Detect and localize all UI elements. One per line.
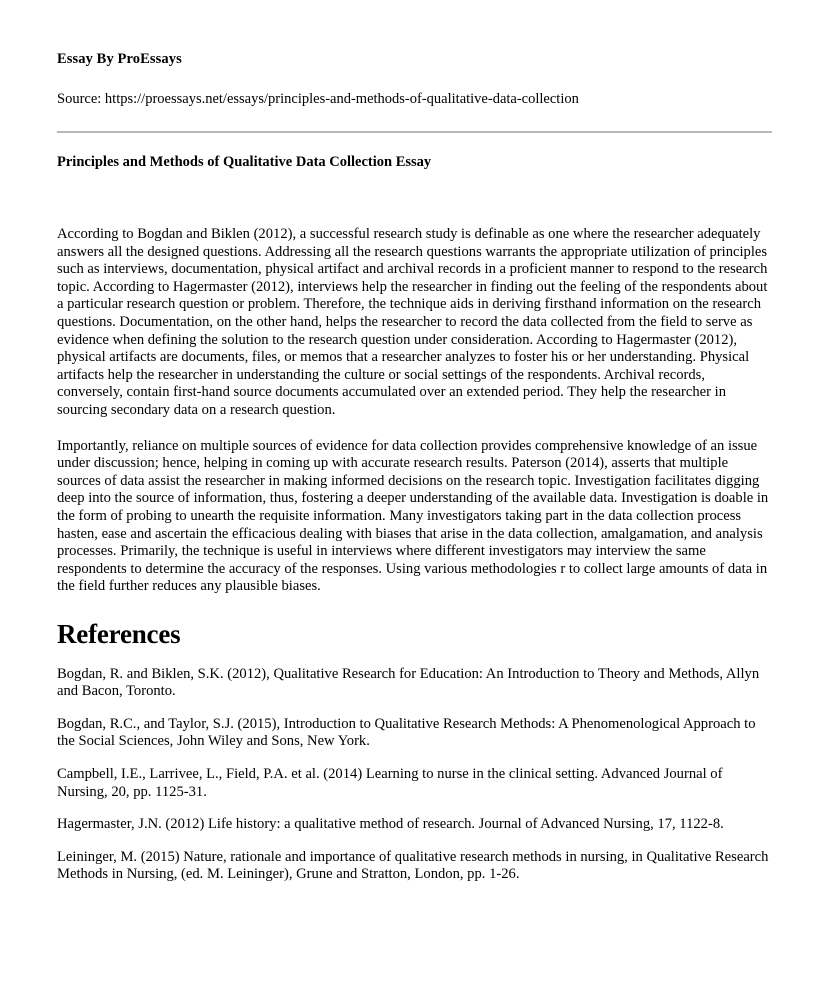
page-title: Principles and Methods of Qualitative Data Collection Essay <box>57 154 432 171</box>
reference-item: Bogdan, R. and Biklen, S.K. (2012), Qualitative Research for Education: An Introduction to Theory and Methods, Allyn and Bacon, Toronto. <box>57 665 760 700</box>
references-heading: References <box>57 618 181 649</box>
document-content <box>57 50 770 884</box>
body-paragraph: According to Bogdan and Biklen (2012), a successful research study is definable as one where the researcher adequately answers all the designed questions. Addressing all the research questions warrants the appropriate utilization of principles such as interviews, documentation, physical artifact and archival records in a proficient manner to respond to the research topic. According to Hagermaster (2012), interviews help the researcher in finding out the feeling of the respondents about a particular research question or problem. Therefore, the technique aids in deriving firsthand information on the research questions. Documentation, on the other hand, helps the researcher to record the data collected from the field to serve as evidence when defining the solution to the research question under consideration. According to Hagermaster (2012), physical artifacts are documents, files, or memos that a researcher analyzes to foster his or her understanding. Physical artifacts help the researcher in understanding the culture or social settings of the respondents. Archival records, conversely, contain first-hand source documents accumulated over an extended period. They help the researcher in sourcing secondary data on a research question. <box>57 226 768 419</box>
reference-item: Bogdan, R.C., and Taylor, S.J. (2015), Introduction to Qualitative Research Methods: A Phenomenological Approach to the Social Sciences, John Wiley and Sons, New York. <box>57 715 756 750</box>
reference-item: Leininger, M. (2015) Nature, rationale and importance of qualitative research methods in nursing, in Qualitative Research Methods in Nursing, (ed. M. Leininger), Grune and Stratton, London, pp. 1-26. <box>57 848 769 883</box>
body-paragraph: Importantly, reliance on multiple sources of evidence for data collection provides comprehensive knowledge of an issue under discussion; hence, helping in coming up with accurate research results. Paterson (2014), asserts that multiple sources of data assist the researcher in making informed decisions on the research topic. Investigation facilitates digging deep into the source of information, thus, fostering a deeper understanding of the available data. Investigation is doable in the form of probing to unearth the requisite information. Many investigators taking part in the data collection process hasten, ease and ascertain the efficacious dealing with biases that arise in the data collection, amalgamation, and analysis processes. Primarily, the technique is useful in interviews where different investigators may interview the same respondents to determine the accuracy of the responses. Using various methodologies r to collect large amounts of data in the field further reduces any plausible biases. <box>57 437 769 595</box>
reference-item: Hagermaster, J.N. (2012) Life history: a qualitative method of research. Journal of Advanced Nursing, 17, 1122-8. <box>57 816 724 833</box>
site-title: Essay By ProEssays <box>57 51 182 67</box>
header-divider <box>57 131 772 133</box>
reference-item: Campbell, I.E., Larrivee, L., Field, P.A. et al. (2014) Learning to nurse in the clinical setting. Advanced Journal of Nursing, 20, pp. 1125-31. <box>57 766 723 800</box>
source-line[interactable]: Source: https://proessays.net/essays/principles-and-methods-of-qualitative-data-collection <box>57 91 579 108</box>
